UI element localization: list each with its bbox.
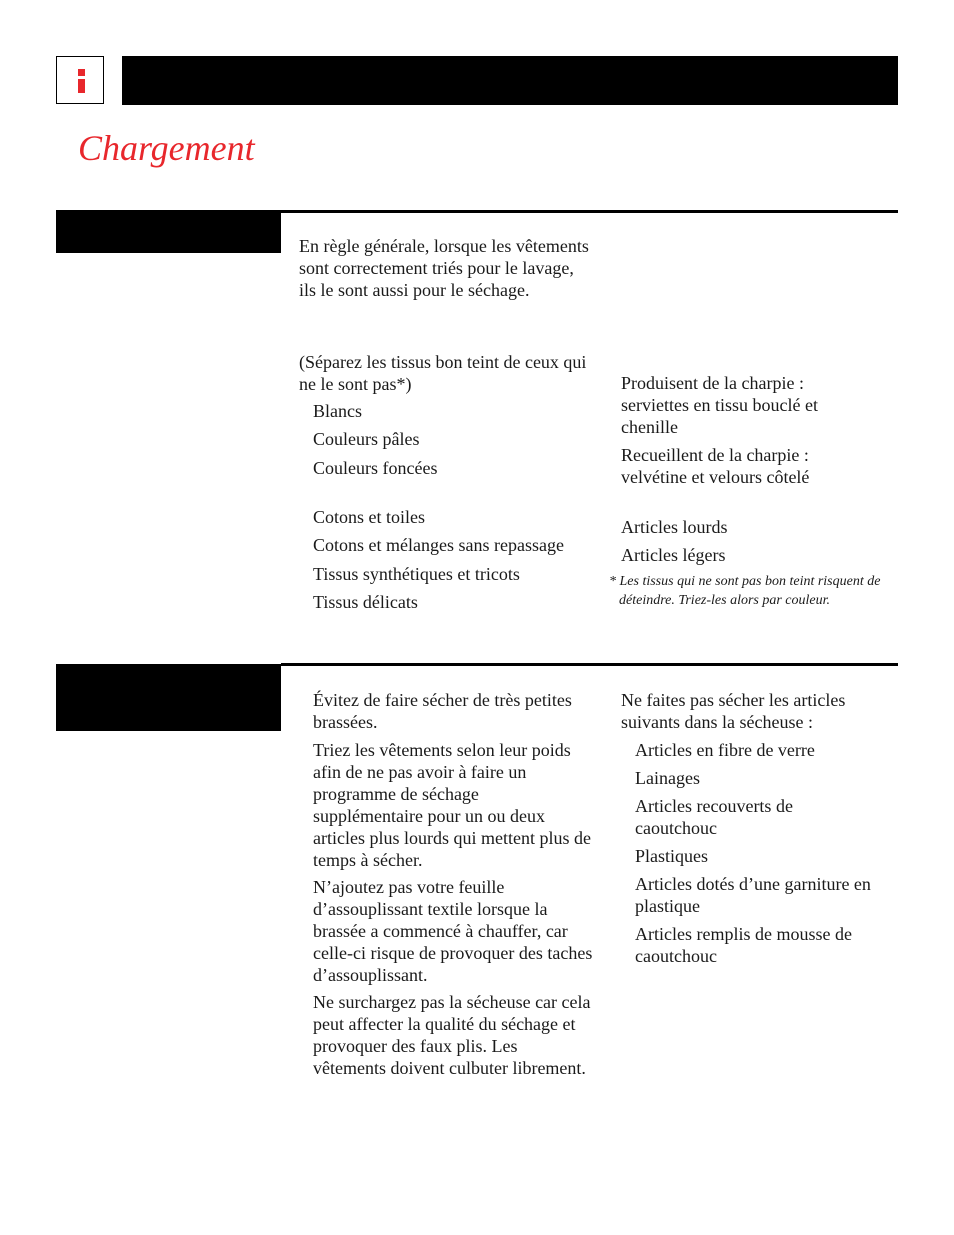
lint-item: Produisent de la charpie : serviettes en tissu bouclé et chenille bbox=[621, 373, 818, 437]
fabric-item: Cotons et toiles bbox=[313, 507, 425, 527]
weight-item: Articles lourds bbox=[621, 517, 728, 537]
page-title: Chargement bbox=[78, 128, 255, 168]
section-rule-sorting bbox=[281, 210, 898, 213]
header-bar bbox=[122, 56, 898, 105]
do-not-item: Lainages bbox=[635, 768, 700, 788]
color-item: Couleurs pâles bbox=[313, 429, 420, 449]
do-not-item: Articles recouverts de caoutchouc bbox=[635, 796, 793, 838]
info-icon-stem bbox=[78, 79, 85, 93]
fabric-item: Tissus délicats bbox=[313, 592, 418, 612]
loading-tip: Ne surchargez pas la sécheuse car cela peut affecter la qualité du séchage et provoquer des faux plis. Les vêtements doivent culbuter librement. bbox=[313, 992, 591, 1078]
do-not-item: Articles dotés d’une garniture en plastique bbox=[635, 874, 871, 916]
weight-item: Articles légers bbox=[621, 545, 726, 565]
sorting-intro: En règle générale, lorsque les vêtements sont correctement triés pour le lavage, ils le sont aussi pour le séchage. bbox=[299, 236, 589, 300]
do-not-item: Articles remplis de mousse de caoutchouc bbox=[635, 924, 852, 966]
loading-tip: Triez les vêtements selon leur poids afin de ne pas avoir à faire un programme de séchage supplémentaire pour un ou deux articles plus lourds qui mettent plus de temps à sécher. bbox=[313, 740, 591, 870]
footnote: * Les tissus qui ne sont pas bon teint risquent de déteindre. Triez-les alors par couleur. bbox=[609, 574, 881, 608]
sorting-color-note: (Séparez les tissus bon teint de ceux qui ne le sont pas*) bbox=[299, 352, 587, 394]
loading-tip: Évitez de faire sécher de très petites brassées. bbox=[313, 690, 572, 732]
do-not-item: Articles en fibre de verre bbox=[635, 740, 815, 760]
loading-tip: N’ajoutez pas votre feuille d’assouplissant textile lorsque la brassée a commencé à chauffer, car celle-ci risque de provoquer des taches d’assouplissant. bbox=[313, 877, 593, 985]
section-label-loading bbox=[56, 664, 281, 731]
info-icon-dot bbox=[78, 69, 85, 76]
fabric-item: Tissus synthétiques et tricots bbox=[313, 564, 520, 584]
do-not-intro: Ne faites pas sécher les articles suivants dans la sécheuse : bbox=[621, 690, 846, 732]
section-label-sorting bbox=[56, 210, 281, 253]
lint-item: Recueillent de la charpie : velvétine et velours côtelé bbox=[621, 445, 810, 487]
color-item: Blancs bbox=[313, 401, 362, 421]
info-icon bbox=[56, 56, 104, 104]
color-item: Couleurs foncées bbox=[313, 458, 438, 478]
section-rule-loading bbox=[281, 663, 898, 666]
fabric-item: Cotons et mélanges sans repassage bbox=[313, 535, 564, 555]
do-not-item: Plastiques bbox=[635, 846, 709, 866]
